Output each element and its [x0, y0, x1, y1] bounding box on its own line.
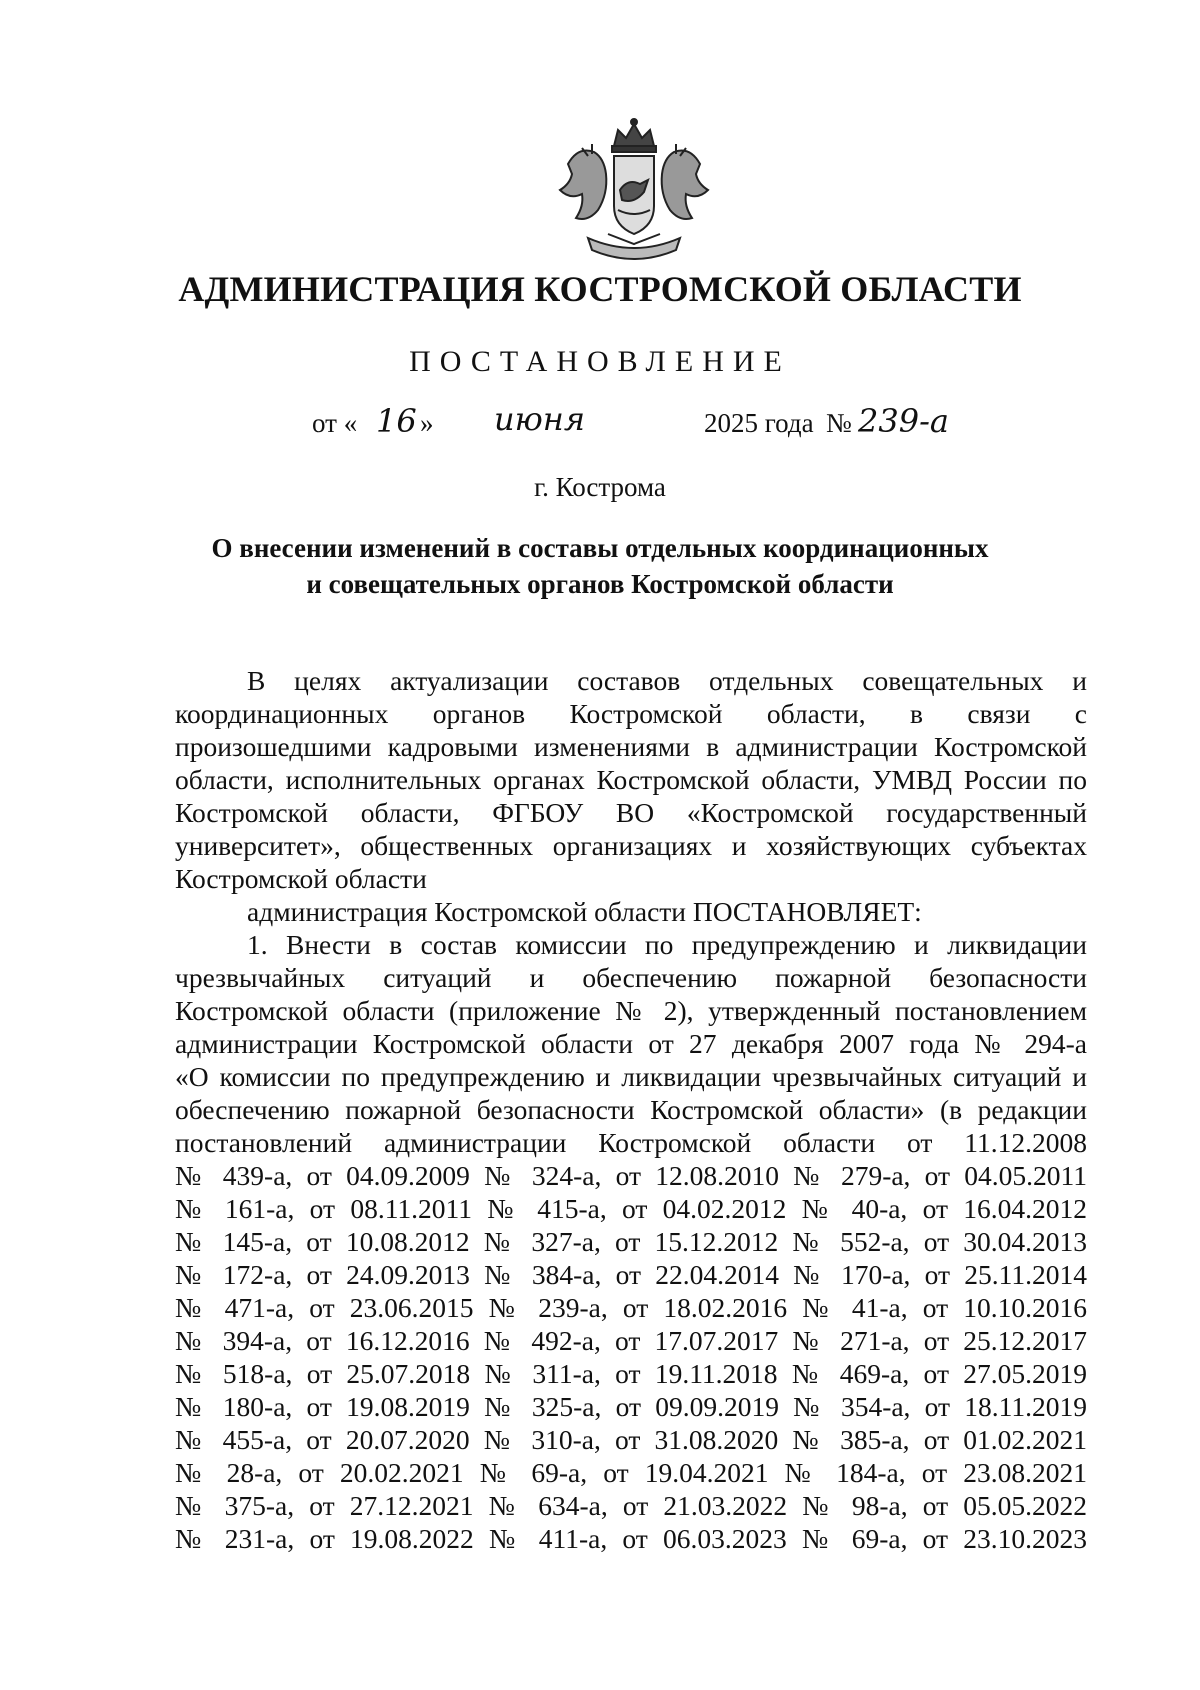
date-day-close: » — [420, 408, 434, 438]
body-line: чрезвычайных ситуаций и обеспечению пожарной безопасности — [175, 962, 1087, 993]
document-type: ПОСТАНОВЛЕНИЕ — [409, 345, 791, 378]
body-line: «О комиссии по предупреждению и ликвидации чрезвычайных ситуаций и — [175, 1061, 1087, 1092]
body-line: № 455-а, от 20.07.2020 № 310-а, от 31.08.2020 № 385-а, от 01.02.2021 — [175, 1424, 1087, 1455]
body-line: № 394-а, от 16.12.2016 № 492-а, от 17.07.2017 № 271-а, от 25.12.2017 — [175, 1325, 1087, 1356]
date-year: 2025 года — [704, 408, 814, 438]
date-day-handwritten: 16 — [376, 402, 417, 440]
body-line: постановлений администрации Костромской области от 11.12.2008 — [175, 1127, 1087, 1158]
body-line: № 375-а, от 27.12.2021 № 634-а, от 21.03.2022 № 98-а, от 05.05.2022 — [175, 1490, 1087, 1521]
body-line: Костромской области, ФГБОУ ВО «Костромской государственный — [175, 797, 1087, 828]
body-line: № 145-а, от 10.08.2012 № 327-а, от 15.12.2012 № 552-а, от 30.04.2013 — [175, 1226, 1087, 1257]
subject-line-1: О внесении изменений в составы отдельных координационных — [211, 533, 989, 563]
body-line: № 471-а, от 23.06.2015 № 239-а, от 18.02.2016 № 41-а, от 10.10.2016 — [175, 1292, 1087, 1323]
body-line: произошедшими кадровыми изменениями в администрации Костромской — [175, 731, 1087, 762]
city: г. Кострома — [534, 472, 666, 502]
organization-title: АДМИНИСТРАЦИЯ КОСТРОМСКОЙ ОБЛАСТИ — [178, 269, 1022, 309]
date-month-handwritten: июня — [494, 400, 586, 438]
body-line: Костромской области (приложение № 2), утвержденный постановлением — [175, 995, 1087, 1026]
body-line: № 172-а, от 24.09.2013 № 384-а, от 22.04.2014 № 170-а, от 25.11.2014 — [175, 1259, 1087, 1290]
body-line: № 231-а, от 19.08.2022 № 411-а, от 06.03.2023 № 69-а, от 23.10.2023 — [175, 1523, 1087, 1554]
body-text — [175, 664, 1087, 1555]
body-line: администрации Костромской области от 27 декабря 2007 года № 294-а — [175, 1028, 1087, 1059]
body-line-decree: администрация Костромской области ПОСТАНОВЛЯЕТ: — [247, 896, 922, 927]
subject-line-2: и совещательных органов Костромской области — [306, 569, 894, 599]
body-line: № 518-а, от 25.07.2018 № 311-а, от 19.11.2018 № 469-а, от 27.05.2019 — [175, 1358, 1087, 1389]
body-line: № 180-а, от 19.08.2019 № 325-а, от 09.09.2019 № 354-а, от 18.11.2019 — [175, 1391, 1087, 1422]
number-label: № — [826, 408, 852, 438]
body-line: Костромской области — [175, 863, 427, 894]
body-line: № 439-а, от 04.09.2009 № 324-а, от 12.08.2010 № 279-а, от 04.05.2011 — [175, 1160, 1087, 1191]
coat-of-arms-emblem — [548, 118, 720, 270]
body-line: области, исполнительных органах Костромской области, УМВД России по — [175, 764, 1087, 795]
body-line: обеспечению пожарной безопасности Костромской области» (в редакции — [175, 1094, 1087, 1125]
body-line: координационных органов Костромской области, в связи с — [175, 698, 1087, 729]
body-line: № 161-а, от 08.11.2011 № 415-а, от 04.02.2012 № 40-а, от 16.04.2012 — [175, 1193, 1087, 1224]
body-line: № 28-а, от 20.02.2021 № 69-а, от 19.04.2021 № 184-а, от 23.08.2021 — [175, 1457, 1087, 1488]
date-prefix: от « — [312, 408, 358, 438]
body-line: университет», общественных организациях и хозяйствующих субъектах — [175, 830, 1087, 861]
body-line-item-1: 1. Внести в состав комиссии по предупреждению и ликвидации — [247, 929, 1087, 960]
body-line: В целях актуализации составов отдельных совещательных и — [247, 665, 1087, 696]
document-subject — [0, 530, 1200, 602]
document-number-handwritten: 239-а — [858, 402, 949, 440]
date-line — [0, 402, 1200, 452]
